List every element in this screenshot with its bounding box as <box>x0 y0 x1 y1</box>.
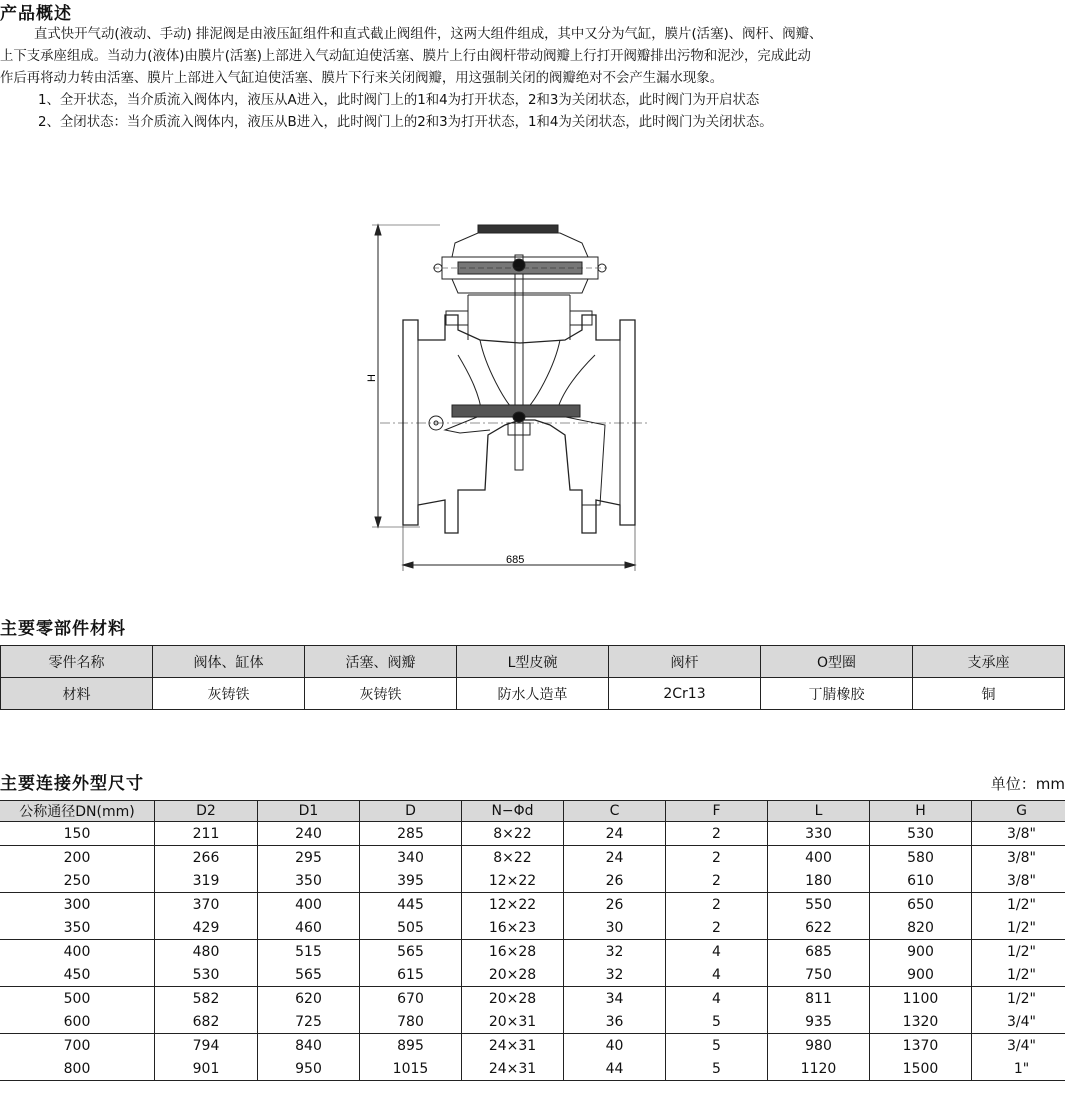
dimensions-cell: 40 <box>564 1034 666 1058</box>
dimensions-row <box>0 1057 1065 1081</box>
dimensions-header-cell: G <box>972 801 1065 822</box>
dimensions-cell: 32 <box>564 963 666 987</box>
dimensions-cell: 285 <box>360 822 462 846</box>
width-dimension-label: 685 <box>506 554 525 566</box>
dimensions-cell: 530 <box>155 963 258 987</box>
dimensions-cell: 3/8" <box>972 822 1065 846</box>
dimensions-cell: 370 <box>155 893 258 917</box>
dimensions-body <box>0 822 1065 1081</box>
dimensions-cell: 20×28 <box>462 963 564 987</box>
materials-cell: 防水人造革 <box>457 678 609 710</box>
materials-title: 主要零部件材料 <box>0 619 126 639</box>
dimensions-cell: 200 <box>0 846 155 870</box>
dimensions-cell: 550 <box>768 893 870 917</box>
dimensions-cell: 2 <box>666 893 768 917</box>
overview-item-2: 2、全闭状态：当介质流入阀体内，液压从B进入，此时阀门上的2和3为打开状态，1和4为关闭状态，此时阀门为关闭状态。 <box>38 115 773 130</box>
dimensions-cell: 1/2" <box>972 987 1065 1011</box>
dimensions-cell: 780 <box>360 1010 462 1034</box>
dimensions-cell: 980 <box>768 1034 870 1058</box>
dimensions-row <box>0 846 1065 870</box>
dimensions-cell: 1/2" <box>972 893 1065 917</box>
materials-header-cell: 零件名称 <box>1 646 153 678</box>
dimensions-cell: 3/4" <box>972 1034 1065 1058</box>
dimensions-cell: 1015 <box>360 1057 462 1081</box>
dimensions-cell: 650 <box>870 893 972 917</box>
dimensions-cell: 1120 <box>768 1057 870 1081</box>
dimensions-cell: 180 <box>768 869 870 893</box>
materials-header-cell: 阀体、缸体 <box>153 646 305 678</box>
dimensions-cell: 580 <box>870 846 972 870</box>
dimensions-cell: 1320 <box>870 1010 972 1034</box>
dimensions-table <box>0 800 1065 1081</box>
dimensions-title: 主要连接外型尺寸 <box>0 774 144 794</box>
dimensions-cell: 935 <box>768 1010 870 1034</box>
dimensions-cell: 895 <box>360 1034 462 1058</box>
dimensions-row <box>0 893 1065 917</box>
dimensions-cell: 34 <box>564 987 666 1011</box>
dimensions-cell: 2 <box>666 822 768 846</box>
dimensions-cell: 725 <box>258 1010 360 1034</box>
dimensions-cell: 24 <box>564 822 666 846</box>
materials-header-cell: 支承座 <box>913 646 1065 678</box>
overview-line-1: 直式快开气动(液动、手动) 排泥阀是由液压缸组件和直式截止阀组件，这两大组件组成，其中又分为气缸，膜片(活塞)、阀杆、阀瓣、 <box>34 27 823 42</box>
dimensions-header-cell: H <box>870 801 972 822</box>
dimensions-cell: 445 <box>360 893 462 917</box>
dimensions-cell: 319 <box>155 869 258 893</box>
dimensions-cell: 750 <box>768 963 870 987</box>
dimensions-cell: 395 <box>360 869 462 893</box>
dimensions-cell: 1370 <box>870 1034 972 1058</box>
dimensions-cell: 8×22 <box>462 846 564 870</box>
overview-line-2: 上下支承座组成。当动力(液体)由膜片(活塞)上部进入气动缸迫使活塞、膜片上行由阀杆带动阀瓣上行打开阀瓣排出污物和泥沙，完成此动 <box>0 49 811 64</box>
materials-cell: 灰铸铁 <box>305 678 457 710</box>
dimensions-cell: 330 <box>768 822 870 846</box>
dimensions-cell: 685 <box>768 940 870 964</box>
dimensions-row <box>0 822 1065 846</box>
dimensions-cell: 300 <box>0 893 155 917</box>
dimensions-cell: 26 <box>564 869 666 893</box>
dimensions-row <box>0 1034 1065 1058</box>
dimensions-cell: 150 <box>0 822 155 846</box>
dimensions-header-cell: 公称通径DN(mm) <box>0 801 155 822</box>
overview-title: 产品概述 <box>0 4 72 24</box>
dimensions-cell: 622 <box>768 916 870 940</box>
dimensions-cell: 5 <box>666 1034 768 1058</box>
dimensions-cell: 26 <box>564 893 666 917</box>
materials-row <box>1 678 1065 710</box>
dimensions-cell: 670 <box>360 987 462 1011</box>
dimensions-cell: 30 <box>564 916 666 940</box>
materials-cell: 材料 <box>1 678 153 710</box>
dimensions-cell: 515 <box>258 940 360 964</box>
materials-header-cell: 活塞、阀瓣 <box>305 646 457 678</box>
dimensions-cell: 700 <box>0 1034 155 1058</box>
dimensions-cell: 20×31 <box>462 1010 564 1034</box>
materials-cell: 铜 <box>913 678 1065 710</box>
dimensions-cell: 24×31 <box>462 1057 564 1081</box>
dimensions-cell: 400 <box>768 846 870 870</box>
materials-header-row <box>1 646 1065 678</box>
dimensions-cell: 4 <box>666 987 768 1011</box>
dimensions-cell: 565 <box>360 940 462 964</box>
materials-header-cell: 阀杆 <box>609 646 761 678</box>
dimensions-cell: 460 <box>258 916 360 940</box>
dimensions-cell: 211 <box>155 822 258 846</box>
dimensions-cell: 340 <box>360 846 462 870</box>
height-dimension-label: H <box>366 374 378 382</box>
dimensions-cell: 2 <box>666 846 768 870</box>
dimensions-cell: 16×28 <box>462 940 564 964</box>
dimensions-cell: 450 <box>0 963 155 987</box>
dimensions-cell: 350 <box>258 869 360 893</box>
dimensions-cell: 840 <box>258 1034 360 1058</box>
dimensions-header-cell: D1 <box>258 801 360 822</box>
dimensions-header-cell: D <box>360 801 462 822</box>
dimensions-cell: 530 <box>870 822 972 846</box>
materials-cell: 丁腈橡胶 <box>761 678 913 710</box>
dimensions-cell: 12×22 <box>462 893 564 917</box>
dimensions-row <box>0 916 1065 940</box>
dimensions-header-cell: L <box>768 801 870 822</box>
dimensions-cell: 1500 <box>870 1057 972 1081</box>
dimensions-cell: 505 <box>360 916 462 940</box>
dimensions-cell: 350 <box>0 916 155 940</box>
materials-table <box>0 645 1065 710</box>
dimensions-cell: 500 <box>0 987 155 1011</box>
dimensions-row <box>0 963 1065 987</box>
dimensions-header-cell: F <box>666 801 768 822</box>
dimensions-cell: 615 <box>360 963 462 987</box>
dimensions-cell: 1/2" <box>972 940 1065 964</box>
overview-item-1: 1、全开状态，当介质流入阀体内，液压从A进入，此时阀门上的1和4为打开状态，2和3为关闭状态，此时阀门为开启状态 <box>38 93 760 108</box>
dimensions-header-cell: N−Φd <box>462 801 564 822</box>
dimensions-cell: 16×23 <box>462 916 564 940</box>
dimensions-cell: 36 <box>564 1010 666 1034</box>
dimensions-cell: 2 <box>666 869 768 893</box>
dimensions-cell: 240 <box>258 822 360 846</box>
overview-line-3: 作后再将动力转由活塞、膜片上部进入气缸迫使活塞、膜片下行来关闭阀瓣，用这强制关闭的阀瓣绝对不会产生漏水现象。 <box>0 71 724 86</box>
dimensions-cell: 1/2" <box>972 963 1065 987</box>
dimensions-cell: 620 <box>258 987 360 1011</box>
dimensions-cell: 32 <box>564 940 666 964</box>
dimensions-cell: 820 <box>870 916 972 940</box>
materials-header-cell: L型皮碗 <box>457 646 609 678</box>
dimensions-cell: 266 <box>155 846 258 870</box>
dimensions-cell: 429 <box>155 916 258 940</box>
dimensions-cell: 610 <box>870 869 972 893</box>
dimensions-cell: 3/4" <box>972 1010 1065 1034</box>
dimensions-cell: 794 <box>155 1034 258 1058</box>
materials-cell: 2Cr13 <box>609 678 761 710</box>
dimensions-cell: 295 <box>258 846 360 870</box>
dimensions-cell: 24×31 <box>462 1034 564 1058</box>
dimensions-cell: 582 <box>155 987 258 1011</box>
dimensions-cell: 44 <box>564 1057 666 1081</box>
dimensions-cell: 811 <box>768 987 870 1011</box>
dimensions-cell: 400 <box>0 940 155 964</box>
dimensions-cell: 5 <box>666 1057 768 1081</box>
dimensions-cell: 1100 <box>870 987 972 1011</box>
dimensions-header-cell: D2 <box>155 801 258 822</box>
dimensions-cell: 950 <box>258 1057 360 1081</box>
dimensions-cell: 12×22 <box>462 869 564 893</box>
dimensions-row <box>0 1010 1065 1034</box>
dimensions-cell: 20×28 <box>462 987 564 1011</box>
dimensions-cell: 900 <box>870 940 972 964</box>
dimensions-cell: 5 <box>666 1010 768 1034</box>
dimensions-cell: 1/2" <box>972 916 1065 940</box>
dimensions-cell: 2 <box>666 916 768 940</box>
dimensions-header-row <box>0 801 1065 822</box>
dimensions-header-cell: C <box>564 801 666 822</box>
dimensions-cell: 480 <box>155 940 258 964</box>
dimensions-cell: 682 <box>155 1010 258 1034</box>
dimensions-cell: 800 <box>0 1057 155 1081</box>
dimensions-cell: 3/8" <box>972 869 1065 893</box>
dimensions-cell: 900 <box>870 963 972 987</box>
overview-text <box>0 24 1065 134</box>
dimensions-row <box>0 869 1065 893</box>
materials-cell: 灰铸铁 <box>153 678 305 710</box>
dimensions-cell: 3/8" <box>972 846 1065 870</box>
materials-header-cell: O型圈 <box>761 646 913 678</box>
dimensions-cell: 250 <box>0 869 155 893</box>
dimensions-cell: 8×22 <box>462 822 564 846</box>
dimensions-cell: 600 <box>0 1010 155 1034</box>
dimensions-cell: 1" <box>972 1057 1065 1081</box>
dimensions-cell: 4 <box>666 940 768 964</box>
dimensions-cell: 565 <box>258 963 360 987</box>
dimensions-cell: 901 <box>155 1057 258 1081</box>
valve-cross-section-diagram <box>360 215 660 575</box>
dimensions-cell: 24 <box>564 846 666 870</box>
dimensions-row <box>0 987 1065 1011</box>
dimensions-cell: 400 <box>258 893 360 917</box>
dimensions-row <box>0 940 1065 964</box>
unit-label: 单位：mm <box>990 775 1065 793</box>
dimensions-cell: 4 <box>666 963 768 987</box>
